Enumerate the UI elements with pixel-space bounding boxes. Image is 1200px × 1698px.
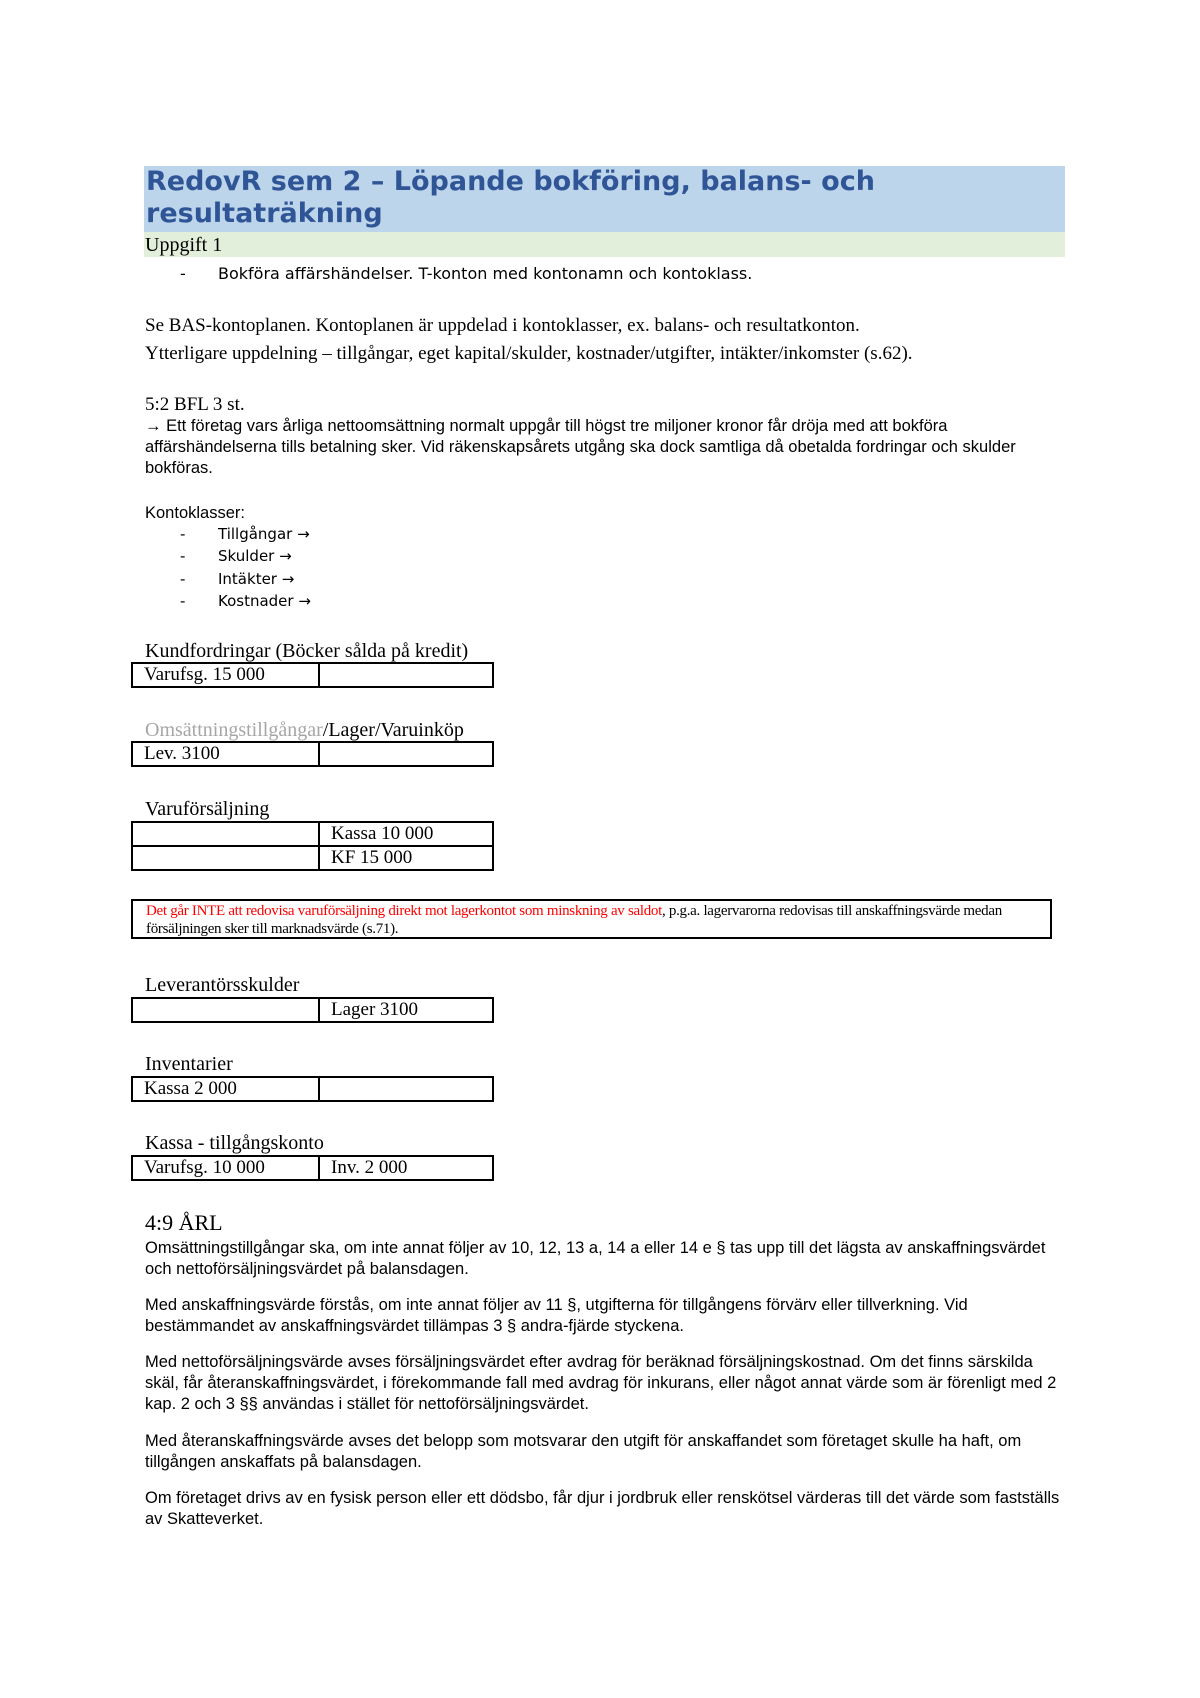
table-row [132, 663, 493, 687]
account-label-varuforsaljning: Varuförsäljning [145, 798, 270, 820]
t-account-kundfordringar [131, 662, 494, 688]
account-label-gray-part: Omsättningstillgångar [145, 719, 323, 741]
kontoklass-item [180, 569, 294, 589]
kontoklass-item [180, 524, 310, 544]
kontoklass-item [180, 591, 311, 611]
bullet-dash: - [180, 570, 186, 588]
bullet-dash: - [180, 264, 186, 283]
table-row [132, 1077, 493, 1101]
bfl-text: → Ett företag vars årliga nettoomsättning normalt uppgår till högst tre miljoner kronor får dröja med att bokföra affärshändelserna tills betalning sker. Vid räkenskapsårets utgång ska dock samtliga då obetalda fordringar och skulder bokföras. [145, 417, 1016, 477]
kontoklass-label: Kostnader → [218, 592, 311, 610]
t-account-inventarier [131, 1076, 494, 1102]
account-label-kundfordringar: Kundfordringar (Böcker sålda på kredit) [145, 640, 469, 662]
table-row [132, 742, 493, 766]
bfl-heading: 5:2 BFL 3 st. [145, 394, 245, 415]
debit-cell: Varufsg. 10 000 [132, 1156, 319, 1180]
task-bullet-text: Bokföra affärshändelser. T-konton med kontonamn och kontoklass. [218, 264, 753, 283]
table-row [132, 998, 493, 1022]
arl-paragraph: Omsättningstillgångar ska, om inte annat följer av 10, 12, 13 a, 14 a eller 14 e § tas upp till det lägsta av anskaffningsvärdet och nettoförsäljningsvärdet på balansdagen. [145, 1239, 1046, 1278]
debit-cell [132, 846, 319, 870]
account-label-inventarier: Inventarier [145, 1053, 233, 1075]
credit-cell [319, 742, 493, 766]
credit-cell: Kassa 10 000 [319, 822, 493, 846]
credit-cell [319, 663, 493, 687]
arl-heading: 4:9 ÅRL [145, 1210, 223, 1235]
table-row [132, 846, 493, 870]
table-row [132, 1156, 493, 1180]
account-label-lager [145, 719, 464, 741]
bullet-dash: - [180, 525, 186, 543]
bullet-dash: - [180, 592, 186, 610]
debit-cell [132, 998, 319, 1022]
note-black-text: , p.g.a. lagervarorna redovisas till anskaffningsvärde medan försäljningen sker till marknadsvärde (s.71). [146, 903, 1002, 937]
t-account-lager [131, 741, 494, 767]
kontoklass-label: Intäkter → [218, 570, 295, 588]
t-account-leverantorsskulder [131, 997, 494, 1023]
account-label-rest: /Lager/Varuinköp [322, 719, 464, 741]
task-heading: Uppgift 1 [145, 234, 223, 256]
arl-paragraph: Med nettoförsäljningsvärde avses försäljningsvärdet efter avdrag för beräknad försäljningskostnad. Om det finns särskilda skäl, får återanskaffningsvärdet, i förekommande fall med avdrag för inkurans, eller något annat värde som är förenligt med 2 kap. 2 och 3 §§ användas i stället för nettoförsäljningsvärdet. [145, 1353, 1057, 1413]
t-account-kassa [131, 1155, 494, 1181]
kontoklass-item [180, 546, 292, 566]
table-row [132, 822, 493, 846]
debit-cell: Lev. 3100 [132, 742, 319, 766]
intro-line-1: Se BAS-kontoplanen. Kontoplanen är uppdelad i kontoklasser, ex. balans- och resultatkonton. [145, 315, 860, 336]
arl-paragraph: Om företaget drivs av en fysisk person eller ett dödsbo, får djur i jordbruk eller renskötsel värderas till det värde som fastställs av Skatteverket. [145, 1489, 1060, 1528]
debit-cell [132, 822, 319, 846]
t-account-varuforsaljning [131, 821, 494, 871]
arl-paragraph: Med återanskaffningsvärde avses det belopp som motsvarar den utgift för anskaffandet som företaget skulle ha haft, om tillgången anskaffats på balansdagen. [145, 1432, 1022, 1471]
note-box [131, 899, 1052, 939]
kontoklasser-label: Kontoklasser: [145, 504, 245, 522]
kontoklass-label: Skulder → [218, 547, 292, 565]
bullet-dash: - [180, 547, 186, 565]
kontoklass-label: Tillgångar → [218, 525, 310, 543]
credit-cell [319, 1077, 493, 1101]
credit-cell: Inv. 2 000 [319, 1156, 493, 1180]
debit-cell: Varufsg. 15 000 [132, 663, 319, 687]
debit-cell: Kassa 2 000 [132, 1077, 319, 1101]
credit-cell: KF 15 000 [319, 846, 493, 870]
task-band [144, 232, 1065, 257]
account-label-leverantorsskulder: Leverantörsskulder [145, 974, 300, 996]
intro-line-2: Ytterligare uppdelning – tillgångar, eget kapital/skulder, kostnader/utgifter, intäkter/inkomster (s.62). [145, 343, 913, 364]
account-label-kassa: Kassa - tillgångskonto [145, 1132, 324, 1154]
task-bullet [180, 264, 752, 284]
arl-paragraph: Med anskaffningsvärde förstås, om inte annat följer av 11 §, utgifterna för tillgångens förvärv eller tillverkning. Vid bestämmandet av anskaffningsvärdet tillämpas 3 § andra-fjärde styckena. [145, 1296, 968, 1335]
credit-cell: Lager 3100 [319, 998, 493, 1022]
note-red-text: Det går INTE att redovisa varuförsäljning direkt mot lagerkontot som minskning av saldot [146, 903, 662, 919]
document-title: RedovR sem 2 – Löpande bokföring, balans- och resultaträkning [146, 166, 875, 229]
